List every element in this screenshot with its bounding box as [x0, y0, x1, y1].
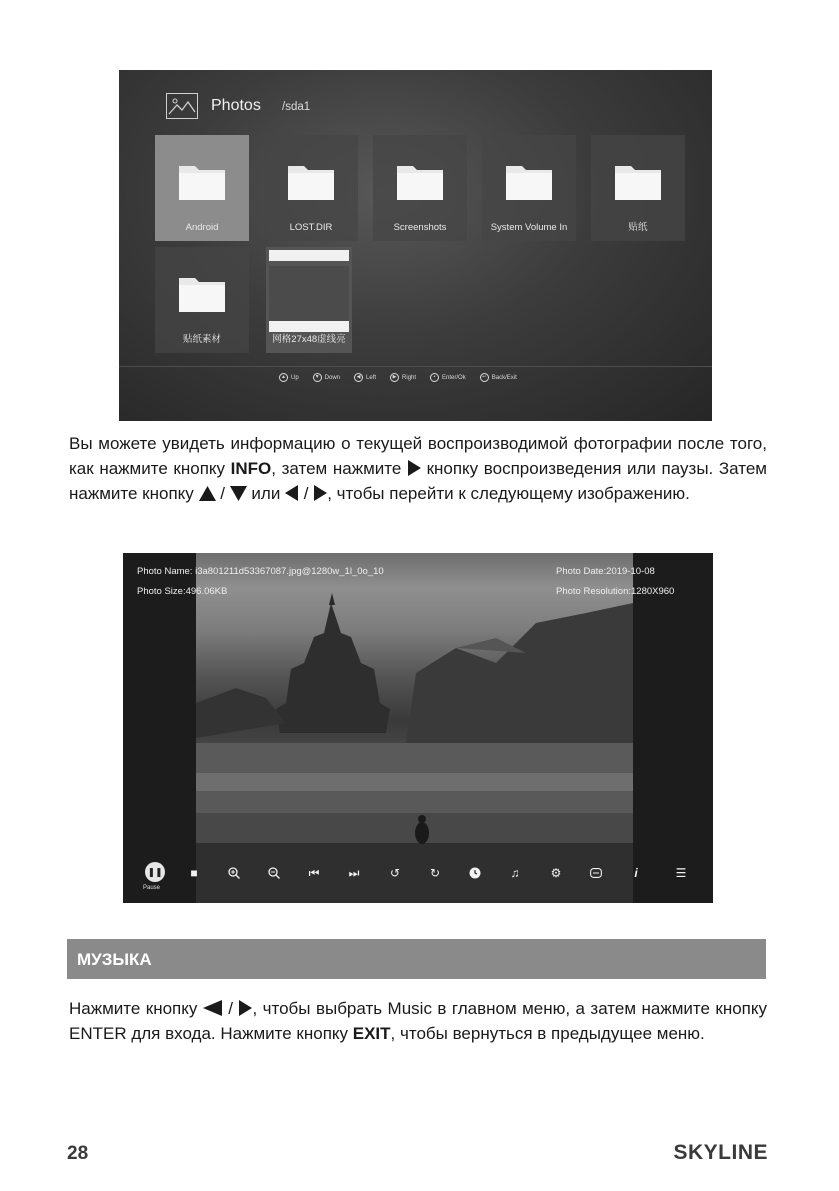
text-run: / — [215, 484, 230, 503]
text-run: / — [222, 999, 239, 1018]
nav-hint-back — [480, 373, 517, 382]
rotate-right-button[interactable] — [426, 864, 444, 882]
pause-button[interactable] — [145, 862, 165, 882]
folder-tile[interactable] — [373, 135, 467, 241]
nav-hint-label: Back/Exit — [491, 374, 517, 381]
photo-date-label: Photo Date: — [556, 566, 607, 577]
left-icon: ◀ — [354, 373, 363, 382]
folder-tile[interactable] — [155, 135, 249, 241]
previous-button[interactable] — [305, 864, 323, 882]
browser-path: /sda1 — [282, 101, 311, 113]
photo-size-row — [137, 586, 227, 597]
text-run: , затем нажмите — [271, 459, 407, 478]
enter-icon: • — [430, 373, 439, 382]
list-icon: ☰ — [675, 866, 687, 880]
exit-key-name: EXIT — [352, 1024, 391, 1043]
nav-hint-label: Down — [324, 374, 341, 381]
photo-size-label: Photo Size: — [137, 586, 186, 597]
folder-tile[interactable] — [482, 135, 576, 241]
left-arrow-icon — [285, 485, 299, 501]
folder-label: 贴纸 — [628, 222, 648, 233]
right-arrow-icon — [238, 1000, 252, 1016]
photo-name-value: i3a801211d53367087.jpg@1280w_1l_0o_10 — [195, 566, 384, 577]
next-icon: ⏭ — [348, 866, 360, 880]
photo-resolution-label: Photo Resolution: — [556, 586, 631, 597]
text-run: Нажмите кнопку — [69, 999, 203, 1018]
info-key-name: INFO — [230, 459, 272, 478]
previous-icon: ⏮ — [308, 866, 320, 880]
section-header — [67, 939, 766, 979]
text-run: / — [299, 484, 314, 503]
zoom-out-button[interactable] — [265, 864, 283, 882]
folder-icon — [286, 160, 336, 202]
slideshow-timer-button[interactable] — [466, 864, 484, 882]
page-number: 28 — [67, 1143, 89, 1164]
nav-hint-down — [313, 373, 340, 382]
music-button[interactable] — [506, 864, 524, 882]
text-run: , чтобы выбрать Music в главном меню, а затем нажмите кнопку ENTER для входа. Нажмите кнопку — [69, 999, 767, 1043]
nav-divider — [119, 366, 712, 367]
pause-label: Pause — [143, 885, 161, 891]
subtitle-icon — [590, 868, 602, 878]
nav-hint-right — [390, 373, 416, 382]
folder-label: System Volume In — [490, 222, 568, 233]
up-icon: ▲ — [279, 373, 288, 382]
stop-icon: ■ — [190, 866, 198, 880]
playlist-button[interactable] — [672, 864, 690, 882]
nav-hint-label: Up — [291, 374, 299, 381]
image-file-tile[interactable] — [266, 247, 352, 353]
down-icon: ▼ — [313, 373, 322, 382]
stop-button[interactable] — [185, 864, 203, 882]
photo-scene — [196, 553, 633, 903]
nav-hint-left — [354, 373, 376, 382]
zoom-out-icon — [268, 867, 280, 879]
folder-icon — [177, 272, 227, 314]
folder-icon — [395, 160, 445, 202]
folder-label: 贴纸素材 — [182, 334, 221, 345]
music-paragraph — [69, 996, 767, 1046]
folder-label: LOST.DIR — [289, 222, 333, 233]
section-title: МУЗЫКА — [77, 950, 152, 969]
info-button[interactable] — [627, 864, 645, 882]
text-run: Вы можете увидеть информацию о текущей воспроизводимой фотографии после того, как нажмите кнопку — [69, 434, 767, 478]
nav-hint-up — [279, 373, 299, 382]
displayed-photo — [196, 553, 633, 903]
zoom-in-button[interactable] — [225, 864, 243, 882]
text-run: , чтобы перейти к следующему изображению. — [327, 484, 690, 503]
nav-hints — [279, 373, 517, 382]
photo-name-label: Photo Name: — [137, 566, 193, 577]
info-icon: i — [634, 866, 638, 880]
subtitle-button[interactable] — [587, 864, 605, 882]
text-run: кнопку воспроизведения или паузы. Затем нажмите кнопку — [69, 459, 767, 503]
next-button[interactable] — [345, 864, 363, 882]
folder-label: Android — [185, 222, 219, 233]
left-arrow-icon — [203, 1000, 223, 1016]
image-thumbnail — [269, 266, 349, 323]
pause-icon: ❚❚ — [147, 867, 163, 877]
play-arrow-icon — [407, 460, 421, 476]
gear-icon: ⚙ — [550, 866, 562, 880]
photo-icon — [166, 93, 198, 119]
folder-icon — [504, 160, 554, 202]
text-run: , чтобы вернуться в предыдущее меню. — [390, 1024, 705, 1043]
image-thumbnail-bar — [269, 250, 349, 261]
right-icon: ▶ — [390, 373, 399, 382]
folder-icon — [177, 160, 227, 202]
right-arrow-icon — [313, 485, 327, 501]
text-run: или — [246, 484, 286, 503]
photo-date-value: 2019-10-08 — [606, 566, 655, 577]
photo-viewer-screenshot — [123, 553, 713, 903]
settings-button[interactable] — [547, 864, 565, 882]
photo-resolution-row — [556, 586, 674, 597]
photo-info-paragraph — [69, 431, 767, 506]
browser-title: Photos — [211, 97, 261, 114]
clock-icon — [469, 867, 481, 879]
music-icon: ♫ — [510, 866, 520, 880]
nav-hint-enter — [430, 373, 466, 382]
rotate-right-icon: ↻ — [429, 866, 441, 880]
photo-resolution-value: 1280X960 — [631, 586, 675, 597]
rotate-left-button[interactable] — [386, 864, 404, 882]
rotate-left-icon: ↺ — [389, 866, 401, 880]
folder-tile[interactable] — [264, 135, 358, 241]
photo-size-value: 496.06KB — [185, 586, 228, 597]
down-arrow-icon — [230, 486, 247, 501]
zoom-in-icon — [228, 867, 240, 879]
nav-hint-label: Enter/Ok — [442, 374, 466, 381]
photo-date-row — [556, 566, 655, 577]
folder-tile[interactable] — [155, 247, 249, 353]
nav-hint-label: Right — [402, 374, 417, 381]
folder-tile[interactable] — [591, 135, 685, 241]
image-file-label: 网格27x48虚线亮 — [272, 334, 346, 345]
folder-icon — [613, 160, 663, 202]
folder-label: Screenshots — [393, 222, 447, 233]
brand-logo: SKYLINE — [673, 1141, 768, 1164]
photo-name-row — [137, 566, 384, 577]
photos-browser-screenshot — [119, 70, 712, 421]
back-icon: ↩ — [480, 373, 489, 382]
up-arrow-icon — [199, 486, 216, 501]
nav-hint-label: Left — [366, 374, 377, 381]
